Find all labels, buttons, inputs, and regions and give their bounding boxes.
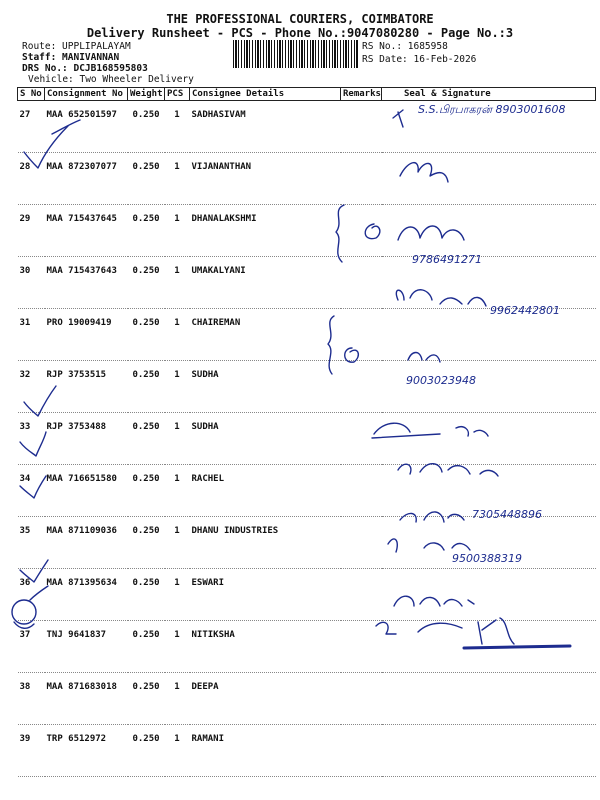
weight-value: 0.250: [128, 725, 165, 777]
pcs-count: 1: [165, 465, 190, 517]
vehicle-label: Vehicle: Two Wheeler Delivery: [28, 74, 194, 85]
consignment-number: MAA 652501597: [45, 101, 128, 153]
weight-value: 0.250: [128, 569, 165, 621]
weight-value: 0.250: [128, 673, 165, 725]
serial-number: 29: [18, 205, 45, 257]
consignee-name: RAMANI: [190, 725, 341, 777]
weight-value: 0.250: [128, 309, 165, 361]
consignment-number: MAA 871109036: [45, 517, 128, 569]
consignee-name: SUDHA: [190, 361, 341, 413]
serial-number: 28: [18, 153, 45, 205]
consignee-name: SUDHA: [190, 413, 341, 465]
consignee-name: CHAIREMAN: [190, 309, 341, 361]
consignee-name: DEEPA: [190, 673, 341, 725]
serial-number: 32: [18, 361, 45, 413]
signature-row27: S.S.பிரபாகரன் 8903001608: [418, 103, 566, 116]
consignment-number: TNJ 9641837: [45, 621, 128, 673]
drs-label: DRS No.: DCJB168595803: [22, 63, 148, 74]
signature-row31: 9962442801: [490, 304, 560, 317]
route-label: Route: UPPLIPALAYAM: [22, 41, 131, 52]
col-consignee: Consignee Details: [190, 88, 341, 101]
signature-row33: 9003023948: [406, 374, 476, 387]
pcs-count: 1: [165, 257, 190, 309]
pcs-count: 1: [165, 621, 190, 673]
runsheet-subtitle: Delivery Runsheet - PCS - Phone No.:9047080280 - Page No.:3: [86, 26, 514, 40]
pcs-count: 1: [165, 153, 190, 205]
weight-value: 0.250: [128, 101, 165, 153]
consignee-name: UMAKALYANI: [190, 257, 341, 309]
consignment-number: MAA 872307077: [45, 153, 128, 205]
serial-number: 37: [18, 621, 45, 673]
serial-number: 36: [18, 569, 45, 621]
consignment-number: MAA 715437645: [45, 205, 128, 257]
serial-number: 38: [18, 673, 45, 725]
consignee-name: NITIKSHA: [190, 621, 341, 673]
pcs-count: 1: [165, 205, 190, 257]
consignee-name: DHANALAKSHMI: [190, 205, 341, 257]
serial-number: 27: [18, 101, 45, 153]
consignee-name: ESWARI: [190, 569, 341, 621]
consignment-number: PRO 19009419: [45, 309, 128, 361]
company-title: THE PROFESSIONAL COURIERS, COIMBATORE: [166, 12, 434, 26]
pcs-count: 1: [165, 101, 190, 153]
pcs-count: 1: [165, 309, 190, 361]
col-consignment: Consignment No: [45, 88, 128, 101]
consignment-number: MAA 871683018: [45, 673, 128, 725]
signature-row38: 9500388319: [452, 552, 522, 565]
weight-value: 0.250: [128, 517, 165, 569]
consignment-number: TRP 6512972: [45, 725, 128, 777]
col-sno: S No: [18, 88, 45, 101]
serial-number: 30: [18, 257, 45, 309]
weight-value: 0.250: [128, 153, 165, 205]
col-signature: Seal & Signature: [382, 88, 596, 101]
serial-number: 31: [18, 309, 45, 361]
col-remarks: Remarks: [341, 88, 382, 101]
pcs-count: 1: [165, 361, 190, 413]
serial-number: 39: [18, 725, 45, 777]
col-pcs: PCS: [165, 88, 190, 101]
serial-number: 33: [18, 413, 45, 465]
consignment-number: MAA 716651580: [45, 465, 128, 517]
weight-value: 0.250: [128, 361, 165, 413]
pcs-count: 1: [165, 413, 190, 465]
weight-value: 0.250: [128, 413, 165, 465]
consignment-number: MAA 715437643: [45, 257, 128, 309]
serial-number: 34: [18, 465, 45, 517]
serial-number: 35: [18, 517, 45, 569]
weight-value: 0.250: [128, 205, 165, 257]
staff-label: Staff: MANIVANNAN: [22, 52, 120, 63]
col-weight: Weight: [128, 88, 165, 101]
pcs-count: 1: [165, 673, 190, 725]
rs-number: RS No.: 1685958: [362, 41, 448, 52]
consignee-name: VIJANANTHAN: [190, 153, 341, 205]
weight-value: 0.250: [128, 621, 165, 673]
consignment-number: RJP 3753515: [45, 361, 128, 413]
pcs-count: 1: [165, 725, 190, 777]
pcs-count: 1: [165, 517, 190, 569]
consignment-number: RJP 3753488: [45, 413, 128, 465]
pcs-count: 1: [165, 569, 190, 621]
consignee-name: RACHEL: [190, 465, 341, 517]
signature-row37: 7305448896: [472, 508, 542, 521]
weight-value: 0.250: [128, 465, 165, 517]
consignee-name: SADHASIVAM: [190, 101, 341, 153]
consignee-name: DHANU INDUSTRIES: [190, 517, 341, 569]
consignment-number: MAA 871395634: [45, 569, 128, 621]
weight-value: 0.250: [128, 257, 165, 309]
signature-row30: 9786491271: [412, 253, 482, 266]
rs-date: RS Date: 16-Feb-2026: [362, 54, 477, 65]
